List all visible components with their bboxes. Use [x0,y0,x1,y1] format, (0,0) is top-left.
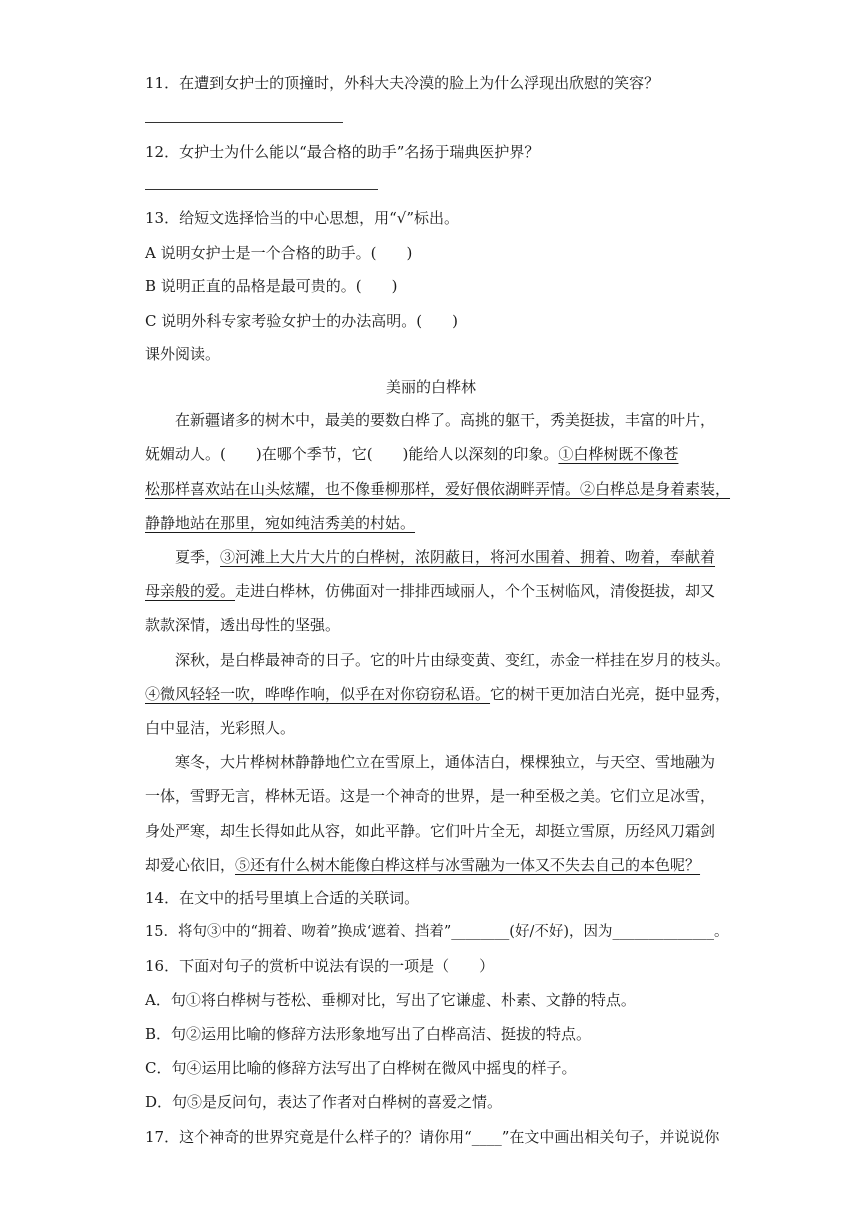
question-16-option-a: A．句①将白桦树与苍松、垂柳对比，写出了它谦虚、朴素、文静的特点。 [145,991,636,1009]
question-16-option-c: C．句④运用比喻的修辞方法写出了白桦树在微风中摇曳的样子。 [145,1059,577,1077]
underlined-sentence-4: ④微风轻轻一吹，哗哗作响，似乎在对你窃窃私语。 [145,685,491,703]
answer-line-12 [145,189,378,190]
passage-line [145,684,731,704]
passage-line [145,513,717,533]
question-17: 17．这个神奇的世界究竟是什么样子的？请你用“____”在文中画出相关句子，并说说你 [145,1128,720,1146]
underlined-sentence-1: ①白桦树既不像苍 [558,445,679,463]
question-16-stem: 16．下面对句子的赏析中说法有误的一项是（ ） [145,957,495,975]
question-14: 14．在文中的括号里填上合适的关联词。 [145,889,420,907]
passage-line: 一体，雪野无言，桦林无语。这是一个神奇的世界，是一种至极之美。它们立足冰雪， [145,787,716,805]
passage-text: 走进白桦林，仿佛面对一排排西域丽人，个个玉树临风，清俊挺拔，却又 [235,582,716,600]
question-16-option-b: B．句②运用比喻的修辞方法形象地写出了白桦高洁、挺拔的特点。 [145,1025,592,1043]
underlined-sentence-line: 松那样喜欢站在山头炫耀，也不像垂柳那样，爱好偎依湖畔弄情。②白桦总是身着素装， [145,480,731,498]
passage-text: 却爱心依旧， [145,856,236,874]
passage-line [145,581,717,601]
question-13-option-a: A 说明女护士是一个合格的助手。( ) [145,244,413,262]
passage-title: 美丽的白桦林 [385,378,476,396]
passage-line [145,855,717,875]
passage-line: 寒冬，大片桦树林静静地伫立在雪原上，通体洁白，棵棵独立，与天空、雪地融为 [175,753,716,771]
passage-text: 夏季， [175,548,221,566]
question-11: 11．在遭到女护士的顶撞时，外科大夫冷漠的脸上为什么浮现出欣慰的笑容？ [145,74,660,92]
answer-line-11 [145,122,343,123]
question-13-stem: 13．给短文选择恰当的中心思想，用“√”标出。 [145,209,459,227]
underlined-sentence-2: 静静地站在那里，宛如纯洁秀美的村姑。 [145,514,416,532]
question-16-option-d: D．句⑤是反问句，表达了作者对白桦树的喜爱之情。 [145,1093,503,1111]
question-13-option-c: C 说明外科专家考验女护士的办法高明。( ) [145,312,458,330]
passage-line: 身处严寒，却生长得如此从容，如此平静。它们叶片全无，却挺立雪原，历经风刀霜剑 [145,822,716,840]
passage-line: 深秋，是白桦最神奇的日子。它的叶片由绿变黄、变红，赤金一样挂在岁月的枝头。 [175,651,731,669]
passage-line: 在新疆诸多的树木中，最美的要数白桦了。高挑的躯干，秀美挺拔，丰富的叶片， [175,411,716,429]
question-15: 15．将句③中的“拥着、吻着”换成‘遮着、挡着”________(好/不好)，因为______________。 [145,924,729,940]
question-13-option-b: B 说明正直的品格是最可贵的。( ) [145,277,398,295]
passage-line [145,444,717,464]
passage-line: 白中显洁，光彩照人。 [145,719,296,737]
passage-text: 妩媚动人。( )在哪个季节，它( )能给人以深刻的印象。 [145,445,559,463]
passage-text: 它的树干更加洁白光亮，挺中显秀， [490,685,731,703]
passage-line: 款款深情，透出母性的坚强。 [145,616,341,634]
underlined-sentence-5: ⑤还有什么树木能像白桦这样与冰雪融为一体又不失去自己的本色呢？ [235,856,701,874]
passage-line [145,547,717,567]
section-heading: 课外阅读。 [145,345,221,363]
question-12: 12．女护士为什么能以“最合格的助手”名扬于瑞典医护界？ [145,143,540,161]
underlined-sentence-3: ③河滩上大片大片的白桦树，浓阴蔽日，将河水围着、拥着、吻着，奉献着 [220,548,716,566]
underlined-sentence-3-end: 母亲般的爱。 [145,582,236,600]
